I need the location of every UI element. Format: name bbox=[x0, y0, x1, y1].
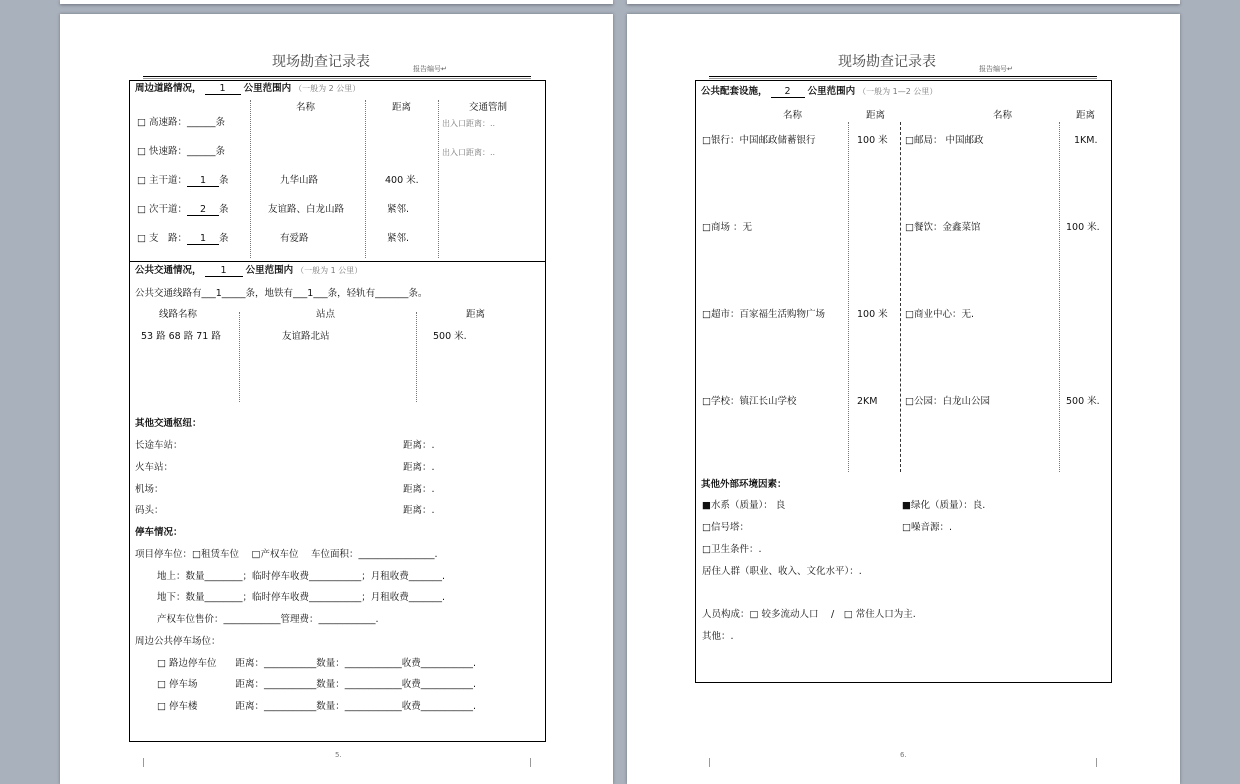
page-number: 5. bbox=[335, 751, 342, 759]
hub-coach-distance: 距离：. bbox=[403, 440, 435, 451]
road-row-arterial-name: 九华山路 bbox=[280, 175, 319, 186]
hub-wharf-distance: 距离：. bbox=[403, 505, 435, 516]
environment-sanitation: □卫生条件：. bbox=[702, 544, 762, 555]
page-title: 现场勘查记录表 bbox=[272, 54, 370, 70]
roads-col-distance: 距离 bbox=[392, 102, 412, 113]
public-parking-heading: 周边公共停车场位： bbox=[135, 636, 221, 647]
environment-other: 其他：. bbox=[702, 631, 734, 642]
road-row-secondary-name: 友谊路、白龙山路 bbox=[268, 204, 345, 215]
road-row-arterial-distance: 400 米. bbox=[385, 175, 419, 186]
column-divider bbox=[1059, 122, 1060, 472]
column-divider bbox=[250, 100, 251, 258]
header-rule bbox=[709, 78, 1097, 79]
column-divider bbox=[416, 312, 417, 402]
environment-water: ■水系（质量）： 良 bbox=[702, 500, 786, 511]
facility-mall: □商场 ：无 bbox=[702, 222, 752, 233]
roads-col-name: 名称 bbox=[296, 102, 316, 113]
previous-page-right bbox=[627, 0, 1180, 4]
facility-post-office-distance: 1KM. bbox=[1074, 135, 1098, 146]
column-divider bbox=[848, 122, 849, 472]
parking-price: 产权车位售价：____________管理费：____________. bbox=[157, 614, 379, 625]
facilities-col-name: 名称 bbox=[993, 110, 1013, 121]
facilities-col-distance: 距离 bbox=[866, 110, 886, 121]
facility-park: □公园：白龙山公园 bbox=[905, 396, 990, 407]
report-number-label: 报告编号↵ bbox=[413, 65, 447, 73]
roads-heading: 周边道路情况， 1 公里范围内 （一般为 2 公里） bbox=[135, 83, 361, 94]
facility-supermarket-distance: 100 米 bbox=[857, 309, 888, 320]
transit-stop-value: 友谊路北站 bbox=[282, 331, 330, 342]
header-rule bbox=[143, 78, 531, 79]
environment-heading: 其他外部环境因素： bbox=[701, 479, 787, 490]
facility-park-distance: 500 米. bbox=[1066, 396, 1100, 407]
environment-residents: 居住人群（职业、收入、文化水平）：. bbox=[702, 566, 862, 577]
environment-green: ■绿化（质量）：良. bbox=[902, 500, 986, 511]
transit-col-distance: 距离 bbox=[466, 309, 486, 320]
transit-line-value: 53 路 68 路 71 路 bbox=[141, 331, 221, 342]
facility-business-center: □商业中心：无. bbox=[905, 309, 974, 320]
transit-distance-value: 500 米. bbox=[433, 331, 467, 342]
footer-mark bbox=[1096, 758, 1097, 767]
transit-heading: 公共交通情况， 1 公里范围内 （一般为 1 公里） bbox=[135, 265, 363, 276]
footer-mark bbox=[530, 758, 531, 767]
column-divider bbox=[239, 312, 240, 402]
hubs-heading: 其他交通枢纽： bbox=[135, 418, 202, 429]
facilities-heading: 公共配套设施， 2 公里范围内 （一般为 1—2 公里） bbox=[701, 86, 938, 97]
road-row-branch-name: 有爱路 bbox=[280, 233, 309, 244]
facility-dining-distance: 100 米. bbox=[1066, 222, 1100, 233]
road-row-expressway: □ 快速路：______条 bbox=[137, 146, 225, 157]
header-rule bbox=[143, 76, 531, 77]
parking-above-ground: 地上：数量________；临时停车收费___________；月租收费_______. bbox=[157, 571, 446, 582]
facilities-col-distance: 距离 bbox=[1076, 110, 1096, 121]
road-row-branch-distance: 紧邻. bbox=[387, 233, 410, 244]
road-row-secondary: □ 次干道： 2 条 bbox=[137, 204, 229, 215]
column-divider bbox=[438, 100, 439, 258]
hub-coach-station: 长途车站： bbox=[135, 440, 183, 451]
page-title: 现场勘查记录表 bbox=[838, 54, 936, 70]
section-divider bbox=[129, 261, 545, 262]
parking-project-line: 项目停车位：□租赁车位 □产权车位 车位面积：________________. bbox=[135, 549, 438, 560]
hub-train-station: 火车站： bbox=[135, 462, 174, 473]
environment-noise: □噪音源：. bbox=[902, 522, 952, 533]
page-number: 6. bbox=[900, 751, 907, 759]
header-rule bbox=[709, 76, 1097, 77]
roads-col-traffic: 交通管制 bbox=[469, 102, 508, 113]
transit-col-line: 线路名称 bbox=[159, 309, 198, 320]
hub-airport-distance: 距离：. bbox=[403, 484, 435, 495]
parking-underground: 地下：数量________；临时停车收费___________；月租收费_______. bbox=[157, 592, 446, 603]
facility-bank: □银行：中国邮政储蓄银行 bbox=[702, 135, 816, 146]
public-parking-garage: □ 停车楼 距离：___________数量：____________收费___________. bbox=[157, 701, 477, 712]
form-table bbox=[695, 80, 1112, 683]
facility-school: □学校：镇江长山学校 bbox=[702, 396, 797, 407]
environment-signal-tower: □信号塔： bbox=[702, 522, 749, 533]
previous-page-left bbox=[60, 0, 613, 4]
road-row-highway-traffic: 出入口距离：.. bbox=[442, 119, 496, 128]
road-row-expressway-traffic: 出入口距离：.. bbox=[442, 148, 496, 157]
road-row-highway: □ 高速路：______条 bbox=[137, 117, 225, 128]
road-row-arterial: □ 主干道： 1 条 bbox=[137, 175, 229, 186]
hub-airport: 机场： bbox=[135, 484, 164, 495]
column-divider bbox=[365, 100, 366, 258]
environment-composition: 人员构成：□ 较多流动人口 / □ 常住人口为主. bbox=[702, 609, 916, 620]
hub-wharf: 码头： bbox=[135, 505, 164, 516]
facility-dining: □餐饮：金鑫菜馆 bbox=[905, 222, 981, 233]
facility-supermarket: □超市：百家福生活购物广场 bbox=[702, 309, 825, 320]
facilities-col-name: 名称 bbox=[783, 110, 803, 121]
public-parking-roadside: □ 路边停车位 距离：___________数量：____________收费___________. bbox=[157, 658, 477, 669]
facility-post-office: □邮局： 中国邮政 bbox=[905, 135, 984, 146]
transit-col-stop: 站点 bbox=[316, 309, 336, 320]
public-parking-lot: □ 停车场 距离：___________数量：____________收费___________. bbox=[157, 679, 477, 690]
report-number-label: 报告编号↵ bbox=[979, 65, 1013, 73]
footer-mark bbox=[709, 758, 710, 767]
parking-heading: 停车情况： bbox=[135, 527, 183, 538]
column-divider bbox=[900, 122, 901, 472]
footer-mark bbox=[143, 758, 144, 767]
road-row-branch: □ 支 路： 1 条 bbox=[137, 233, 229, 244]
facility-bank-distance: 100 米 bbox=[857, 135, 888, 146]
hub-train-distance: 距离：. bbox=[403, 462, 435, 473]
facility-school-distance: 2KM bbox=[857, 396, 878, 407]
transit-summary: 公共交通线路有___1_____条，地铁有___1___条，轻轨有_______条。 bbox=[135, 288, 428, 299]
road-row-secondary-distance: 紧邻. bbox=[387, 204, 410, 215]
